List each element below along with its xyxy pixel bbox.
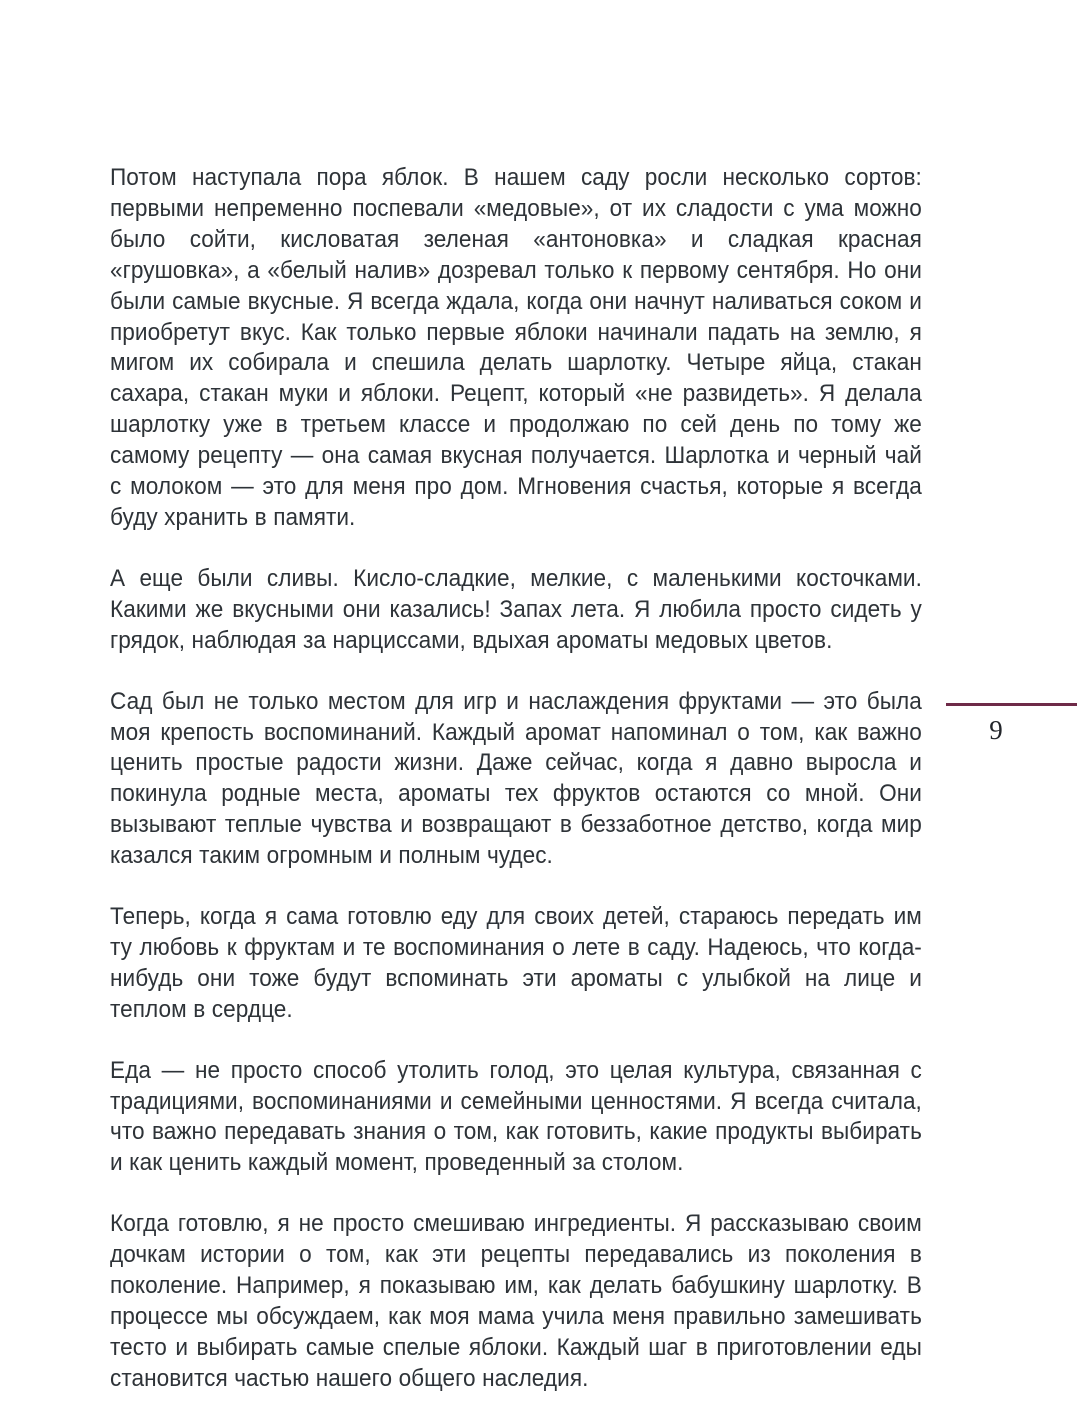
body-text-column <box>110 163 922 1395</box>
paragraph: А еще были сливы. Кисло-сладкие, мелкие, с маленькими косточками. Какими же вкусными они казались! Запах лета. Я любила просто сидеть у грядок, наблюдая за нарциссами, вдыхая ароматы медовых цветов. <box>110 564 922 654</box>
page-number-block <box>946 703 1077 745</box>
paragraph: Теперь, когда я сама готовлю еду для своих детей, стараюсь передать им ту любовь к фруктам и те воспоминания о лете в саду. Надеюсь, что когда-нибудь они тоже будут вспоминать эти ароматы с улыбкой на лице и теплом в сердце. <box>110 903 922 1023</box>
folio-rule <box>946 703 1077 706</box>
paragraph: Еда — не просто способ утолить голод, это целая культура, связанная с традициями, воспоминаниями и семейными ценностями. Я всегда считала, что важно передавать знания о том, как готовить, какие продукты выбирать и как ценить каждый момент, проведенный за столом. <box>110 1056 922 1177</box>
page-number: 9 <box>989 715 1003 745</box>
paragraph: Сад был не только местом для игр и наслаждения фруктами — это была моя крепость воспоминаний. Каждый аромат напоминал о том, как важно ценить простые радости жизни. Даже сейчас, когда я давно выросла и покинула родные места, ароматы тех фруктов остаются со мной. Они вызывают теплые чувства и возвращают в беззаботное детство, когда мир казался таким огромным и полным чудес. <box>110 687 922 870</box>
paragraph: Потом наступала пора яблок. В нашем саду росли несколько сортов: первыми непременно поспевали «медовые», от их сладости с ума можно было сойти, кисловатая зеленая «антоновка» и сладкая красная «грушовка», а «белый налив» дозревал только к первому сентября. Но они были самые вкусные. Я всегда ждала, когда они начнут наливаться соком и приобретут вкус. Как только первые яблоки начинали падать на землю, я мигом их собирала и спешила делать шарлотку. Четыре яйца, стакан сахара, стакан муки и яблоки. Рецепт, который «не развидеть». Я делала шарлотку уже в третьем классе и продолжаю по сей день по тому же самому рецепту — она самая вкусная получается. Шарлотка и черный чай с молоком — это для меня про дом. Мгновения счастья, которые я всегда буду хранить в памяти. <box>110 164 922 531</box>
paragraph: Когда готовлю, я не просто смешиваю ингредиенты. Я рассказываю своим дочкам истории о том, как эти рецепты передавались из поколения в поколение. Например, я показываю им, как делать бабушкину шарлотку. В процессе мы обсуждаем, как моя мама учила меня правильно замешивать тесто и выбирать самые спелые яблоки. Каждый шаг в приготовлении еды становится частью нашего общего наследия. <box>110 1210 922 1392</box>
